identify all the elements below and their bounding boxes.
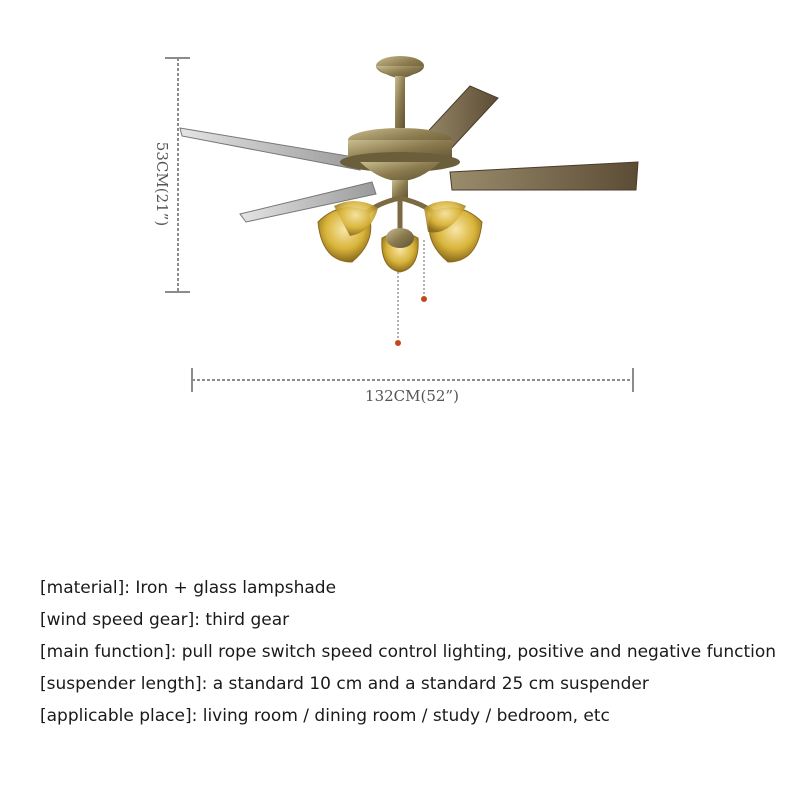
spec-applicable-place: [applicable place]: living room / dining room / study / bedroom, etc <box>40 706 610 726</box>
fan-canopy <box>376 56 424 128</box>
height-dimension-label: 53CM(21”) <box>153 141 172 227</box>
width-dimension-label: 132CM(52”) <box>365 387 459 405</box>
fan-blade-left-silver <box>180 128 360 170</box>
spec-main-function: [main function]: pull rope switch speed control lighting, positive and negative function <box>40 642 777 662</box>
fan-blade-right <box>450 162 638 190</box>
spec-wind-speed-gear: [wind speed gear]: third gear <box>40 610 290 630</box>
specification-list <box>40 572 790 732</box>
spec-material: [material]: Iron + glass lampshade <box>40 578 337 598</box>
glass-lampshade-right <box>424 201 482 262</box>
pull-chain-left <box>395 272 401 346</box>
spec-suspender-length: [suspender length]: a standard 10 cm and a standard 25 cm suspender <box>40 674 649 694</box>
pull-chain-right <box>421 240 427 302</box>
glass-lampshade-left <box>318 201 378 262</box>
glass-lampshade-center <box>382 228 418 272</box>
